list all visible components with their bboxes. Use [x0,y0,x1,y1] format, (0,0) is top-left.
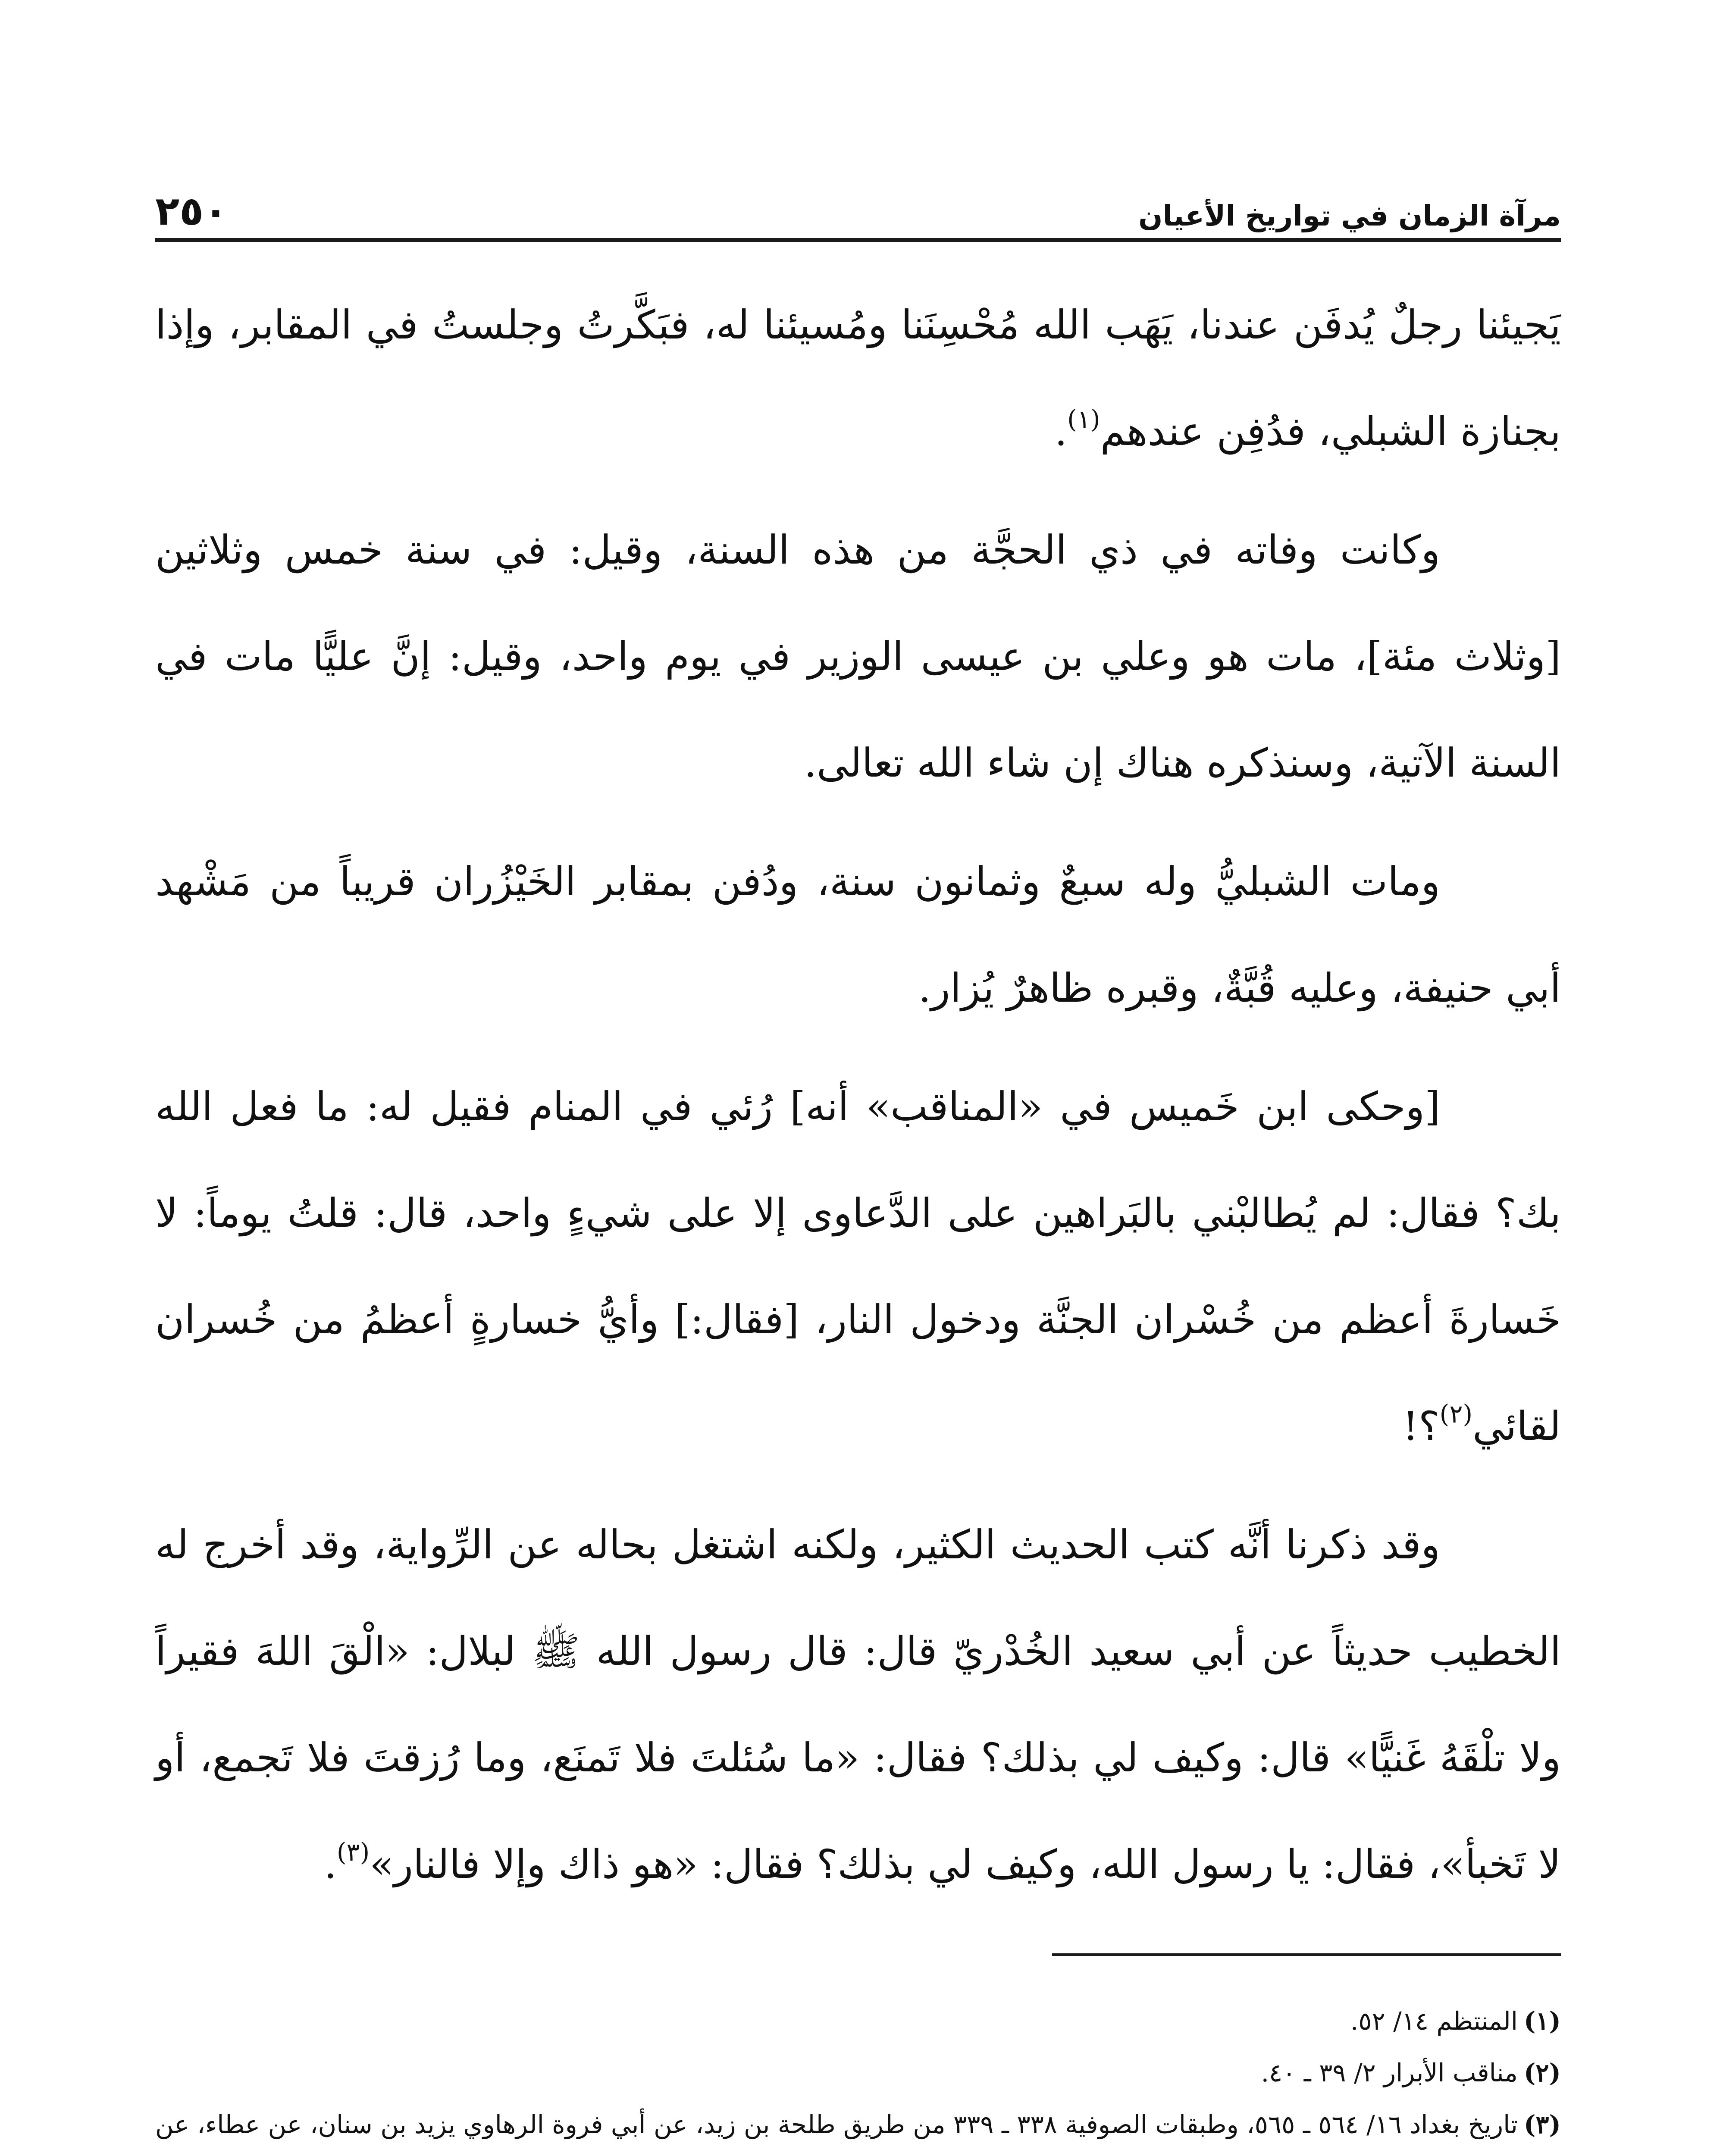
paragraph-4: [وحكى ابن خَميس في «المناقب» أنه] رُئي في المنام فقيل له: ما فعل الله بك؟ فقال: لم يُطالبْني بالبَراهين على الدَّعاوى إلا على شيءٍ واحد، قال: قلتُ يوماً: لا خَسارةَ أعظم من خُسْران الجنَّة ودخول النار، [فقال:] وأيُّ خسارةٍ أعظمُ من خُسران لقائي$^{(٢)}$؟! [155,1084,1561,1449]
footnote-ref-1[interactable]: (١) [1067,404,1100,434]
running-title: مرآة الزمان في تواريخ الأعيان [1138,199,1561,232]
paragraph-1: يَجيئنا رجلٌ يُدفَن عندنا، يَهَب الله مُحْسِنَنا ومُسيئنا له، فبَكَّرتُ وجلستُ في المقابر، وإذا بجنازة الشبلي، فدُفِن عندهم$^{(١)}$. [155,302,1561,454]
footnote-2 [155,2048,1561,2097]
page-header [155,142,1561,233]
page-number: ٢٥٠ [155,188,228,234]
header-rule [155,238,1561,242]
main-text [155,272,1561,1930]
footnote-text: المنتظم ١٤/ ٥٢. [1350,2006,1518,2036]
footnote-3 [155,2100,1561,2156]
footnotes [155,1996,1561,2156]
paragraph-5: وقد ذكرنا أنَّه كتب الحديث الكثير، ولكنه اشتغل بحاله عن الرِّواية، وقد أخرج له الخطيب حديثاً عن أبي سعيد الخُدْريّ قال: قال رسول الله ﷺ لبلال: «الْقَ اللهَ فقيراً ولا تلْقَهُ غَنيًّا» قال: وكيف لي بذلك؟ فقال: «ما سُئلتَ فلا تَمنَع، وما رُزقتَ فلا تَجمع، أو لا تَخبأ»، فقال: يا رسول الله، وكيف لي بذلك؟ فقال: «هو ذاك وإلا فالنار»$^{(٣)}$. [155,1522,1561,1887]
footnote-number: (١) [1523,2006,1561,2036]
book-page [155,142,1561,2156]
footnote-ref-3[interactable]: (٣) [336,1837,370,1867]
paragraph-3: ومات الشبليُّ وله سبعٌ وثمانون سنة، ودُفن بمقابر الخَيْزُران قريباً من مَشْهد أبي حنيفة، وعليه قُبَّةٌ، وقبره ظاهرٌ يُزار. [155,859,1561,1011]
paragraph-2: وكانت وفاته في ذي الحجَّة من هذه السنة، وقيل: في سنة خمس وثلاثين [وثلاث مئة]، مات هو وعلي بن عيسى الوزير في يوم واحد، وقيل: إنَّ عليًّا مات في السنة الآتية، وسنذكره هناك إن شاء الله تعالى. [155,527,1561,786]
footnote-text: مناقب الأبرار ٢/ ٣٩ ـ ٤٠. [1261,2058,1518,2087]
footnote-separator [1052,1953,1561,1956]
footnote-1 [155,1996,1561,2046]
footnote-number: (٣) [1523,2110,1561,2139]
footnote-number: (٢) [1523,2058,1561,2087]
footnote-ref-2[interactable]: (٢) [1439,1399,1473,1429]
footnote-text: تاريخ بغداد ١٦/ ٥٦٤ ـ ٥٦٥، وطبقات الصوفية ٣٣٨ ـ ٣٣٩ من طريق طلحة بن زيد، عن أبي فروة الرهاوي يزيد بن سنان، عن عطاء، عن [155,2110,1518,2139]
